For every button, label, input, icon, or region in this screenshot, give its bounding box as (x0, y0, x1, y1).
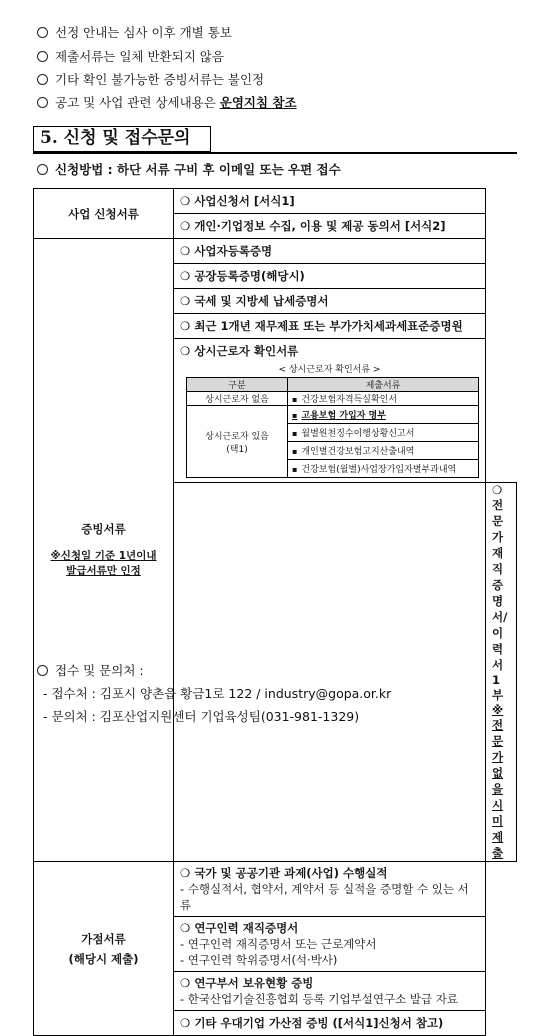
inner-cell: ▪ 개인별건강보험고지산출내역 (288, 442, 479, 460)
method-text: 신청방법 : 하단 서류 구비 후 이메일 또는 우편 접수 (55, 162, 341, 177)
proof-docs-label-cont (174, 483, 486, 862)
worker-docs-table (186, 377, 479, 478)
contact-title: 접수 및 문의처 : (55, 663, 144, 678)
inner-cell: ▪ 건강보험자격득실확인서 (288, 392, 479, 406)
table-row: ❍ 개인·기업정보 수집, 이용 및 제공 동의서 [서식2] (174, 214, 486, 239)
method-line (37, 162, 341, 178)
table-row: ❍ 사업신청서 [서식1] (174, 189, 486, 214)
bullet-text: 선정 안내는 심사 이후 개별 통보 (55, 25, 232, 40)
table-row: ❍ 공장등록증명(해당시) (174, 264, 486, 289)
proof-label: 증빙서류 (81, 522, 126, 536)
inner-cell: 상시근로자 없음 (187, 392, 288, 406)
bullet-line (37, 95, 297, 111)
inner-table-caption: < 상시근로자 확인서류 > (278, 365, 381, 375)
circle-bullet-icon (37, 27, 48, 38)
business-docs-label: 사업 신청서류 (34, 189, 174, 239)
proof-docs-label (34, 239, 174, 862)
bullet-line (37, 49, 224, 65)
bullet-line (37, 25, 232, 41)
inner-header: 제출서류 (288, 378, 479, 392)
bullet-line (37, 72, 264, 88)
table-row: ❍ 연구인력 재직증명서 - 연구인력 재직증명서 또는 근로계약서 - 연구인력 학위증명서(석·박사) (174, 917, 486, 972)
contact-line: - 문의처 : 김포산업지원센터 기업육성팀(031-981-1329) (43, 709, 360, 724)
inner-cell: ▪ 고용보험 가입자 명부 (288, 406, 479, 424)
inner-cell: ▪ 월별원천징수이행상황신고서 (288, 424, 479, 442)
inner-cell: ▪ 건강보험(월별)사업장가입자별부과내역 (288, 460, 479, 478)
bullet-text: 제출서류는 일체 반환되지 않음 (55, 49, 224, 64)
circle-bullet-icon (37, 97, 48, 108)
proof-note: 발급서류만 인정 (66, 565, 141, 577)
bonus-docs-label (34, 862, 174, 1036)
inner-header: 구분 (187, 378, 288, 392)
circle-bullet-icon (37, 51, 48, 62)
inner-cell: 상시근로자 있음 (택1) (187, 406, 288, 478)
expert-note: ※전문가 없을 시 미제출 (492, 703, 504, 860)
documents-table (33, 188, 517, 1036)
sub-item: - 연구인력 학위증명서(석·박사) (180, 953, 338, 967)
table-row: ❍ 기타 우대기업 가산점 증빙 ([서식1]신청서 참고) (174, 1011, 486, 1036)
contact-line: - 접수처 : 김포시 양촌읍 황금1로 122 / industry@gopa.or.kr (43, 686, 392, 701)
guideline-reference: 운영지침 참조 (219, 95, 297, 110)
table-row: ❍ 국가 및 공공기관 과제(사업) 수행실적 - 수행실적서, 협약서, 계약서 등 실적을 증명할 수 있는 서류 (174, 862, 486, 917)
sub-item: - 연구인력 재직증명서 또는 근로계약서 (180, 937, 377, 951)
section-title: 5. 신청 및 접수문의 (33, 126, 211, 152)
table-row: ❍전문가 재직증명서/이력서 1부 ※전문가 없을 시 미제출 (486, 483, 517, 862)
sub-item: - 한국산업기술진흥협회 등록 기업부설연구소 발급 자료 (180, 992, 458, 1006)
table-row: ❍ 최근 1개년 재무제표 또는 부가가치세과세표준증명원 (174, 314, 486, 339)
bonus-label: 가점서류 (81, 931, 126, 946)
proof-note: ※신청일 기준 1년이내 (50, 550, 157, 562)
sub-item: - 수행실적서, 협약서, 계약서 등 실적을 증명할 수 있는 서류 (180, 882, 469, 912)
table-row: ❍ 연구부서 보유현황 증빙 - 한국산업기술진흥협회 등록 기업부설연구소 발급 자료 (174, 972, 486, 1011)
circle-bullet-icon (37, 164, 48, 175)
contact-title-line (37, 663, 144, 679)
table-row: ❍ 사업자등록증명 (174, 239, 486, 264)
bullet-text: 기타 확인 불가능한 증빙서류는 불인정 (55, 72, 265, 87)
bullet-text: 공고 및 사업 관련 상세내용은 (55, 95, 220, 110)
section-divider (33, 152, 517, 154)
table-row: ❍ 상시근로자 확인서류 < 상시근로자 확인서류 > 구분 제출서류 상시근로자 없음 ▪ 건강보험자격득실확인서 상시근로자 있음 (택1) ▪ 고용보험 가입자 명부 ▪ 월별원천징수이행상황신고서 ▪ 개인별건강보험고지산출내역 ▪ 건강보험(월별)사업장가입자별부과내역 (174, 339, 486, 483)
circle-bullet-icon (37, 665, 48, 676)
circle-bullet-icon (37, 74, 48, 85)
table-row: ❍ 국세 및 지방세 납세증명서 (174, 289, 486, 314)
bonus-label-sub: (해당시 제출) (68, 951, 139, 966)
